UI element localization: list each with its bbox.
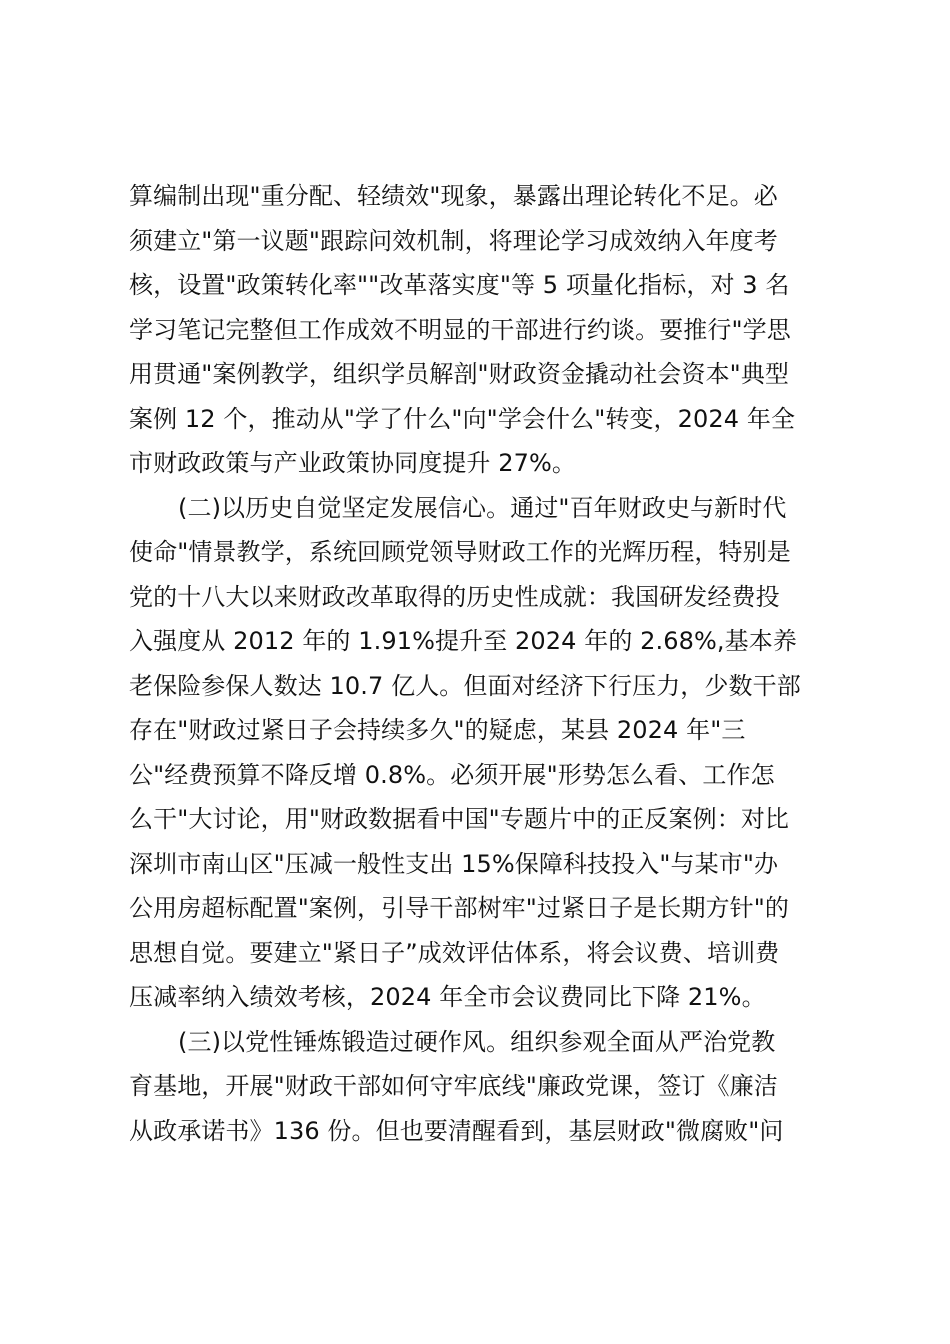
paragraph-line: 入强度从 2012 年的 1.91%提升至 2024 年的 2.68%,基本养: [129, 627, 797, 655]
paragraph-line: 压减率纳入绩效考核，2024 年全市会议费同比下降 21%。: [129, 983, 766, 1011]
paragraph-line: 从政承诺书》136 份。但也要清醒看到，基层财政"微腐败"问: [129, 1116, 784, 1145]
paragraph-line: 老保险参保人数达 10.7 亿人。但面对经济下行压力，少数干部: [129, 671, 801, 700]
paragraph-line: 育基地，开展"财政干部如何守牢底线"廉政党课，签订《廉洁: [129, 1072, 778, 1100]
paragraph-line: 案例 12 个，推动从"学了什么"向"学会什么"转变，2024 年全: [129, 404, 796, 433]
paragraph-line: 核，设置"政策转化率""改革落实度"等 5 项量化指标，对 3 名: [129, 271, 790, 299]
paragraph-line: 使命"情景教学，系统回顾党领导财政工作的光辉历程，特别是: [129, 538, 791, 566]
paragraph-line: 学习笔记完整但工作成效不明显的干部进行约谈。要推行"学思: [129, 315, 791, 344]
paragraph-line: 公用房超标配置"案例，引导干部树牢"过紧日子是长期方针"的: [129, 894, 790, 922]
paragraph-line: 么干"大讨论，用"财政数据看中国"专题片中的正反案例：对比: [129, 805, 790, 833]
paragraph-line: 须建立"第一议题"跟踪问效机制，将理论学习成效纳入年度考: [129, 226, 778, 255]
paragraph-line: 算编制出现"重分配、轻绩效"现象，暴露出理论转化不足。必: [129, 182, 778, 210]
paragraph-line: 公"经费预算不降反增 0.8%。必须开展"形势怎么看、工作怎: [129, 760, 775, 789]
body-text: [129, 174, 829, 1153]
paragraph-line: 思想自觉。要建立"紧日子”成效评估体系，将会议费、培训费: [129, 938, 780, 967]
paragraph-line: 用贯通"案例教学，组织学员解剖"财政资金撬动社会资本"典型: [129, 360, 790, 388]
paragraph-line: 党的十八大以来财政改革取得的历史性成就：我国研发经费投: [129, 582, 780, 611]
paragraph-line: 深圳市南山区"压减一般性支出 15%保障科技投入"与某市"办: [129, 849, 779, 878]
section-heading-line: (二)以历史自觉坚定发展信心。通过"百年财政史与新时代: [178, 493, 787, 522]
paragraph-line: 存在"财政过紧日子会持续多久"的疑虑，某县 2024 年"三: [129, 716, 746, 744]
paragraph-line: 市财政政策与产业政策协同度提升 27%。: [129, 449, 576, 477]
section-heading-line: (三)以党性锤炼锻造过硬作风。组织参观全面从严治党教: [178, 1027, 776, 1056]
